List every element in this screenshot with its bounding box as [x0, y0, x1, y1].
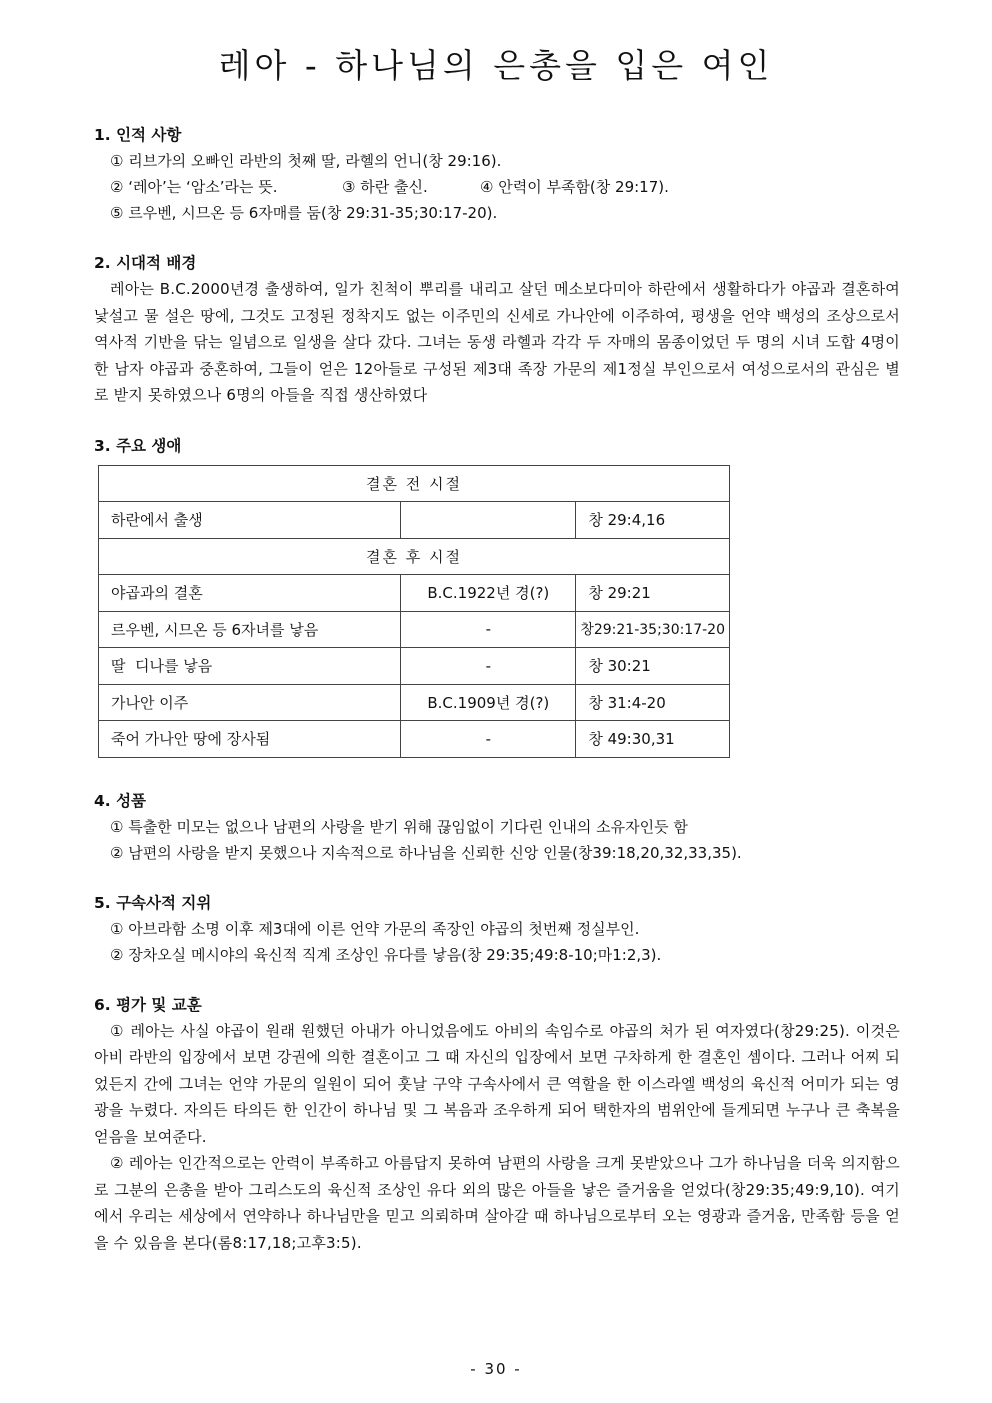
section-character: [94, 788, 900, 866]
table-row: [99, 502, 730, 539]
reference-cell: 창29:21-35;30:17-20: [576, 611, 730, 648]
event-cell: 야곱과의 결혼: [99, 575, 401, 612]
reference-cell: 창 31:4-20: [576, 684, 730, 721]
paragraph: 레아는 B.C.2000년경 출생하여, 일가 친척이 뿌리를 내리고 살던 메소보다미아 하란에서 생활하다가 야곱과 결혼하여 낯설고 물 설은 땅에, 그것도 고정된 정착지도 없는 이주민의 신세로 가나안에 이주하여, 평생을 언약 백성의 조상으로서 역사적 기반을 닦는 일념으로 일생을 살다 갔다. 그녀는 동생 라헬과 각각 두 자매의 몸종이었던 두 명의 시녀 도합 4명이 한 남자 야곱과 중혼하여, 그들이 얻은 12아들로 구성된 제3대 족장 가문의 제1정실 부인으로서 여성으로서의 관심은 별로 받지 못하였으나 6명의 아들을 직접 생산하였다: [94, 280, 900, 404]
date-cell: B.C.1922년 경(?): [401, 575, 576, 612]
date-cell: -: [401, 611, 576, 648]
reference-cell: 창 30:21: [576, 648, 730, 685]
list-item: ② ‘레아’는 ‘암소’라는 뜻.: [110, 178, 278, 196]
event-cell: 가나안 이주: [99, 684, 401, 721]
life-table: [98, 465, 730, 758]
table-header-row: [99, 465, 730, 502]
table-header-after-marriage: 결혼 후 시절: [99, 538, 730, 575]
section-major-life: [94, 433, 900, 758]
list-item: ② 남편의 사랑을 받지 못했으나 지속적으로 하나님을 신뢰한 신앙 인물(창39:18,20,32,33,35).: [110, 843, 742, 862]
paragraph: ② 레아는 인간적으로는 안력이 부족하고 아름답지 못하여 남편의 사랑을 크게 못받았으나 그가 하나님을 더욱 의지함으로 그분의 은총을 받아 그리스도의 육신적 조상인 유다 외의 많은 아들을 낳은 즐거움을 얻었다(창29:35;49:9,10). 여기에서 우리는 세상에서 연약하나 하나님만을 믿고 의뢰하며 살아갈 때 하나님으로부터 오는 영광과 즐거움, 만족함 등을 얻을 수 있음을 본다(롬8:17,18;고후3:5).: [94, 1154, 900, 1252]
section-heading: 2. 시대적 배경: [94, 254, 197, 272]
event-cell: 하란에서 출생: [99, 502, 401, 539]
date-cell: -: [401, 721, 576, 758]
event-cell: 르우벤, 시므온 등 6자녀를 낳음: [99, 611, 401, 648]
table-header-before-marriage: 결혼 전 시절: [99, 465, 730, 502]
event-cell: 딸 디나를 낳음: [99, 648, 401, 685]
list-item: ④ 안력이 부족함(창 29:17).: [480, 178, 669, 196]
page-number: - 30 -: [470, 1360, 522, 1378]
section-historical-background: [94, 250, 900, 409]
event-cell: 죽어 가나안 땅에 장사됨: [99, 721, 401, 758]
section-heading: 6. 평가 및 교훈: [94, 995, 202, 1014]
section-personal-info: [94, 122, 900, 226]
paragraph: ① 레아는 사실 야곱이 원래 원했던 아내가 아니었음에도 아비의 속임수로 야곱의 처가 된 여자였다(창29:25). 이것은 아비 라반의 입장에서 보면 강권에 의한 결혼이고 그 때 자신의 입장에서 보면 구차하게 한 결혼인 셈이다. 그러나 어찌 되었든지 간에 그녀는 언약 가문의 일원이 되어 훗날 구약 구속사에서 큰 역할을 한 이스라엘 백성의 육신적 어미가 되는 영광을 누렸다. 자의든 타의든 한 인간이 하나님 및 그 복음과 조우하게 되어 택한자의 범위안에 들게되면 누구나 큰 축복을 얻음을 보여준다.: [94, 1021, 900, 1146]
reference-cell: 창 29:21: [576, 575, 730, 612]
section-evaluation-lessons: [94, 992, 900, 1257]
reference-cell: 창 29:4,16: [576, 502, 730, 539]
table-row: [99, 721, 730, 758]
section-heading: 4. 성품: [94, 791, 147, 810]
list-item: ① 리브가의 오빠인 라반의 첫째 딸, 라헬의 언니(창 29:16).: [110, 152, 502, 170]
page-title: 레아 - 하나님의 은총을 입은 여인: [218, 46, 774, 85]
table-row: [99, 684, 730, 721]
list-item: ① 아브라함 소명 이후 제3대에 이른 언약 가문의 족장인 야곱의 첫번째 정실부인.: [110, 919, 640, 938]
list-item: ① 특출한 미모는 없으나 남편의 사랑을 받기 위해 끊임없이 기다린 인내의 소유자인듯 함: [110, 817, 688, 836]
list-item-row: [94, 174, 900, 200]
date-cell: -: [401, 648, 576, 685]
section-redemptive-status: [94, 890, 900, 968]
document-body: [94, 122, 900, 1256]
date-cell: B.C.1909년 경(?): [401, 684, 576, 721]
section-heading: 1. 인적 사항: [94, 126, 182, 144]
table-row: [99, 611, 730, 648]
date-cell: [401, 502, 576, 539]
table-row: [99, 648, 730, 685]
section-heading: 5. 구속사적 지위: [94, 893, 212, 912]
list-item: ⑤ 르우벤, 시므온 등 6자매를 둠(창 29:31-35;30:17-20).: [110, 204, 498, 222]
list-item: ③ 하란 출신.: [342, 178, 428, 196]
table-row: [99, 575, 730, 612]
reference-cell: 창 49:30,31: [576, 721, 730, 758]
section-heading: 3. 주요 생애: [94, 436, 182, 455]
table-header-row: [99, 538, 730, 575]
list-item: ② 장차오실 메시야의 육신적 직계 조상인 유다를 낳음(창 29:35;49:8-10;마1:2,3).: [110, 945, 662, 964]
